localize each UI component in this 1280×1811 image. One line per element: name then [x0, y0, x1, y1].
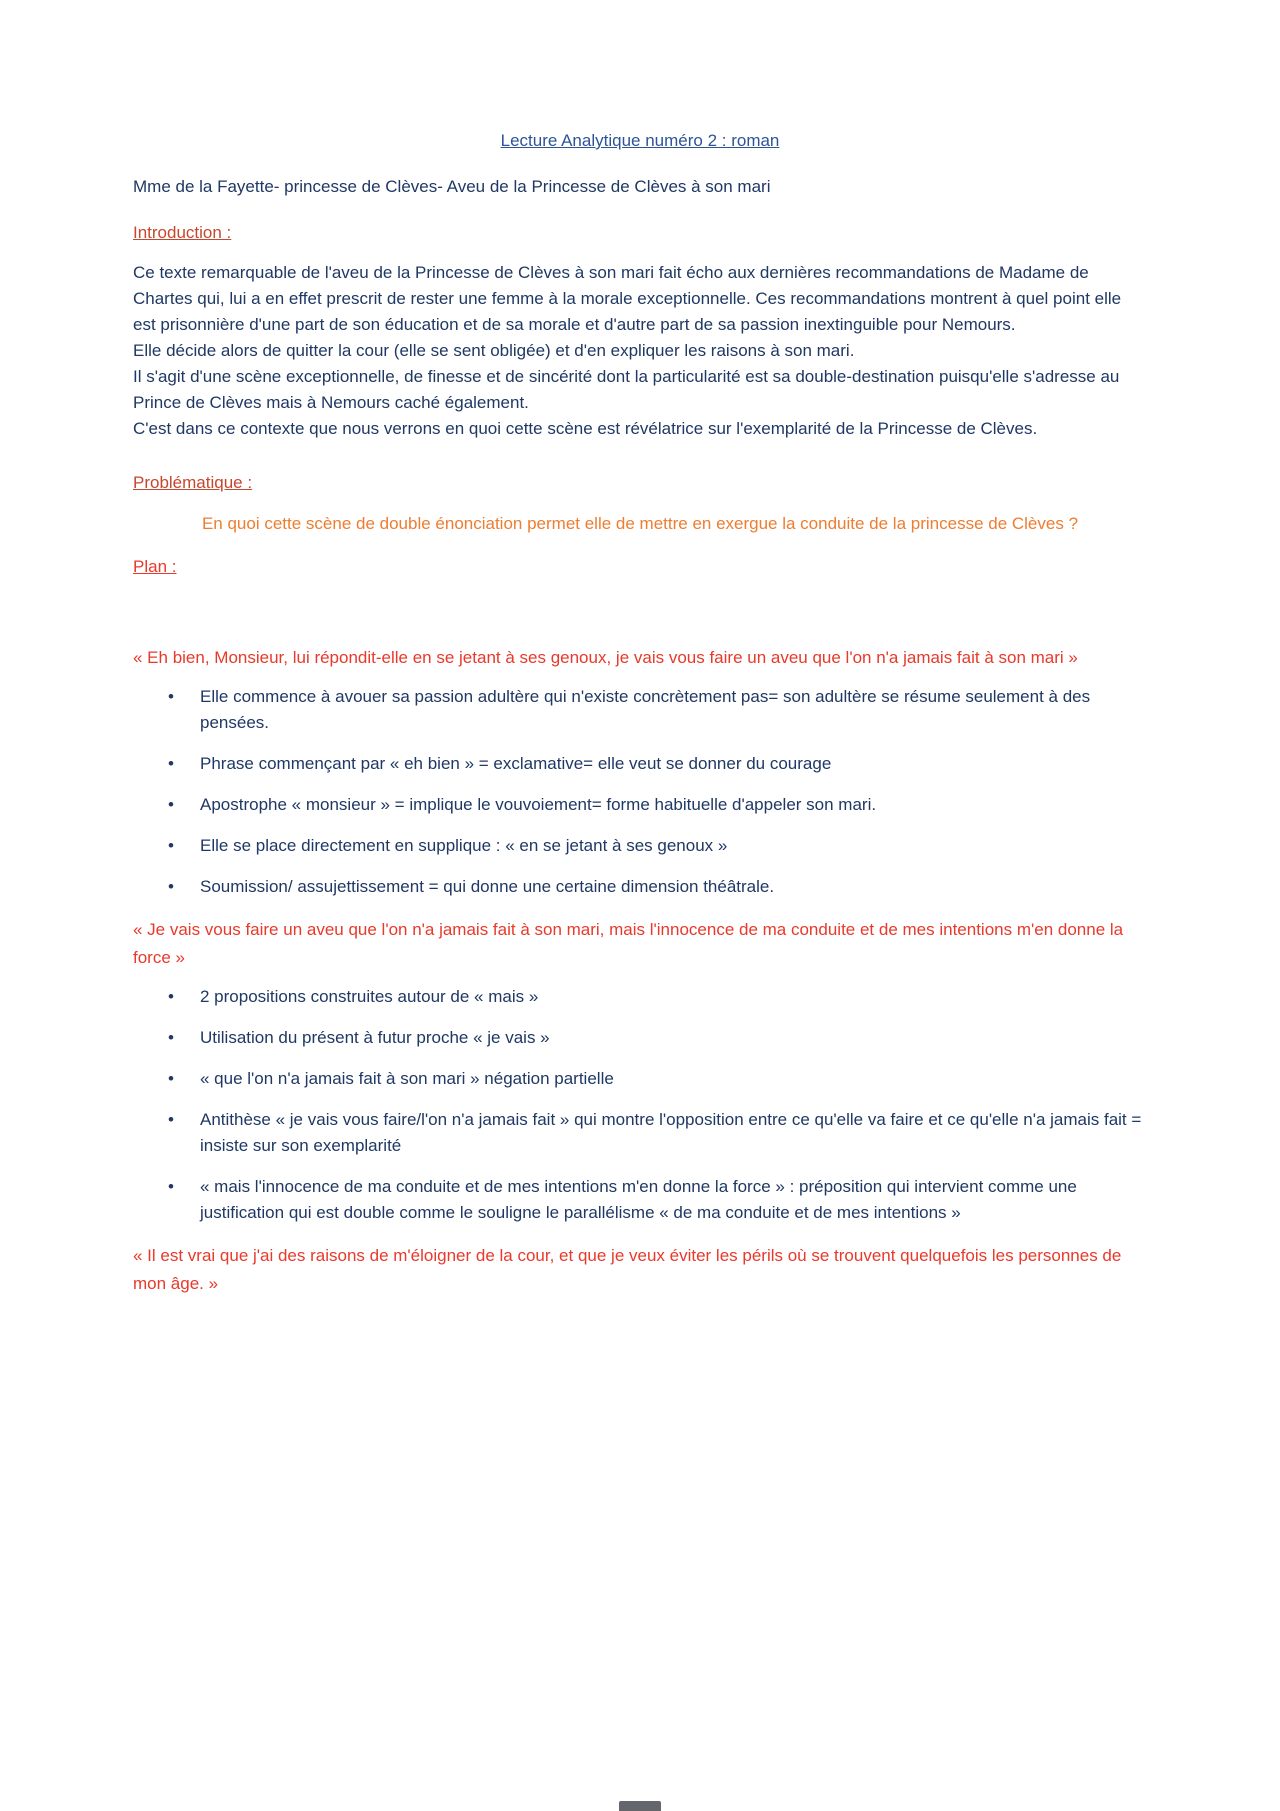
intro-paragraph-line: Elle décide alors de quitter la cour (elle se sent obligée) et d'en expliquer les raisons à son mari.	[133, 341, 855, 360]
bullet-text: Antithèse « je vais vous faire/l'on n'a jamais fait » qui montre l'opposition entre ce qu'elle va faire et ce qu'elle n'a jamais fait = insiste sur son exemplarité	[200, 1110, 1142, 1155]
bullet-icon: •	[168, 687, 174, 706]
bullet-text: Elle se place directement en supplique : « en se jetant à ses genoux »	[200, 836, 728, 855]
bullet-icon: •	[168, 987, 174, 1006]
bullet-icon: •	[168, 754, 174, 773]
bullet-list-1	[133, 684, 1147, 900]
bullet-text: Soumission/ assujettissement = qui donne une certaine dimension théâtrale.	[200, 877, 775, 896]
bullet-text: Utilisation du présent à futur proche « je vais »	[200, 1028, 550, 1047]
intro-paragraph	[133, 260, 1147, 442]
problematique-question: En quoi cette scène de double énonciation permet elle de mettre en exergue la conduite de la princesse de Clèves ?	[201, 514, 1079, 533]
list-item	[133, 1174, 1147, 1226]
doc-title: Lecture Analytique numéro 2 : roman	[500, 131, 780, 150]
bullet-text: Apostrophe « monsieur » = implique le vouvoiement= forme habituelle d'appeler son mari.	[200, 795, 877, 814]
list-item	[133, 684, 1147, 736]
list-item	[133, 1066, 1147, 1092]
list-item	[133, 1107, 1147, 1159]
next-page-peek	[619, 1801, 661, 1811]
list-item	[133, 874, 1147, 900]
list-item	[133, 984, 1147, 1010]
section-heading-introduction: Introduction :	[133, 223, 232, 242]
list-item	[133, 751, 1147, 777]
bullet-icon: •	[168, 1110, 174, 1129]
bullet-text: « mais l'innocence de ma conduite et de mes intentions m'en donne la force » : préposition qui intervient comme une justification qui est double comme le souligne le parallélisme « de ma conduite et de mes intentions »	[200, 1177, 1077, 1222]
section-heading-problematique: Problématique :	[133, 473, 253, 492]
quote-2: « Je vais vous faire un aveu que l'on n'a jamais fait à son mari, mais l'innocence de ma conduite et de mes intentions m'en donne la force »	[133, 920, 1124, 967]
doc-subtitle: Mme de la Fayette- princesse de Clèves- Aveu de la Princesse de Clèves à son mari	[133, 177, 771, 196]
list-item	[133, 833, 1147, 859]
bullet-icon: •	[168, 836, 174, 855]
analysis-block-3	[133, 1242, 1147, 1298]
bullet-text: Elle commence à avouer sa passion adultère qui n'existe concrètement pas= son adultère se résume seulement à des pensées.	[200, 687, 1091, 732]
bullet-icon: •	[168, 795, 174, 814]
analysis-block-1	[133, 644, 1147, 900]
list-item	[133, 792, 1147, 818]
intro-paragraph-line: Il s'agit d'une scène exceptionnelle, de finesse et de sincérité dont la particularité est sa double-destination puisqu'elle s'adresse au Prince de Clèves mais à Nemours caché également.	[133, 367, 1120, 412]
bullet-icon: •	[168, 1069, 174, 1088]
bullet-icon: •	[168, 877, 174, 896]
bullet-text: Phrase commençant par « eh bien » = exclamative= elle veut se donner du courage	[200, 754, 832, 773]
quote-1: « Eh bien, Monsieur, lui répondit-elle en se jetant à ses genoux, je vais vous faire un aveu que l'on n'a jamais fait à son mari »	[133, 648, 1078, 667]
list-item	[133, 1025, 1147, 1051]
section-heading-plan: Plan :	[133, 557, 177, 576]
bullet-icon: •	[168, 1028, 174, 1047]
bullet-list-2	[133, 984, 1147, 1226]
bullet-text: 2 propositions construites autour de « mais »	[200, 987, 539, 1006]
analysis-block-2	[133, 916, 1147, 1226]
quote-3: « Il est vrai que j'ai des raisons de m'éloigner de la cour, et que je veux éviter les périls où se trouvent quelquefois les personnes de mon âge. »	[133, 1246, 1122, 1293]
intro-paragraph-line: C'est dans ce contexte que nous verrons en quoi cette scène est révélatrice sur l'exemplarité de la Princesse de Clèves.	[133, 419, 1038, 438]
bullet-icon: •	[168, 1177, 174, 1196]
intro-paragraph-line: Ce texte remarquable de l'aveu de la Princesse de Clèves à son mari fait écho aux dernières recommandations de Madame de Chartes qui, lui a en effet prescrit de rester une femme à la morale exceptionnelle. Ces recommandations montrent à quel point elle est prisonnière d'une part de son éducation et de sa morale et d'autre part de sa passion inextinguible pour Nemours.	[133, 263, 1122, 334]
bullet-text: « que l'on n'a jamais fait à son mari » négation partielle	[200, 1069, 614, 1088]
